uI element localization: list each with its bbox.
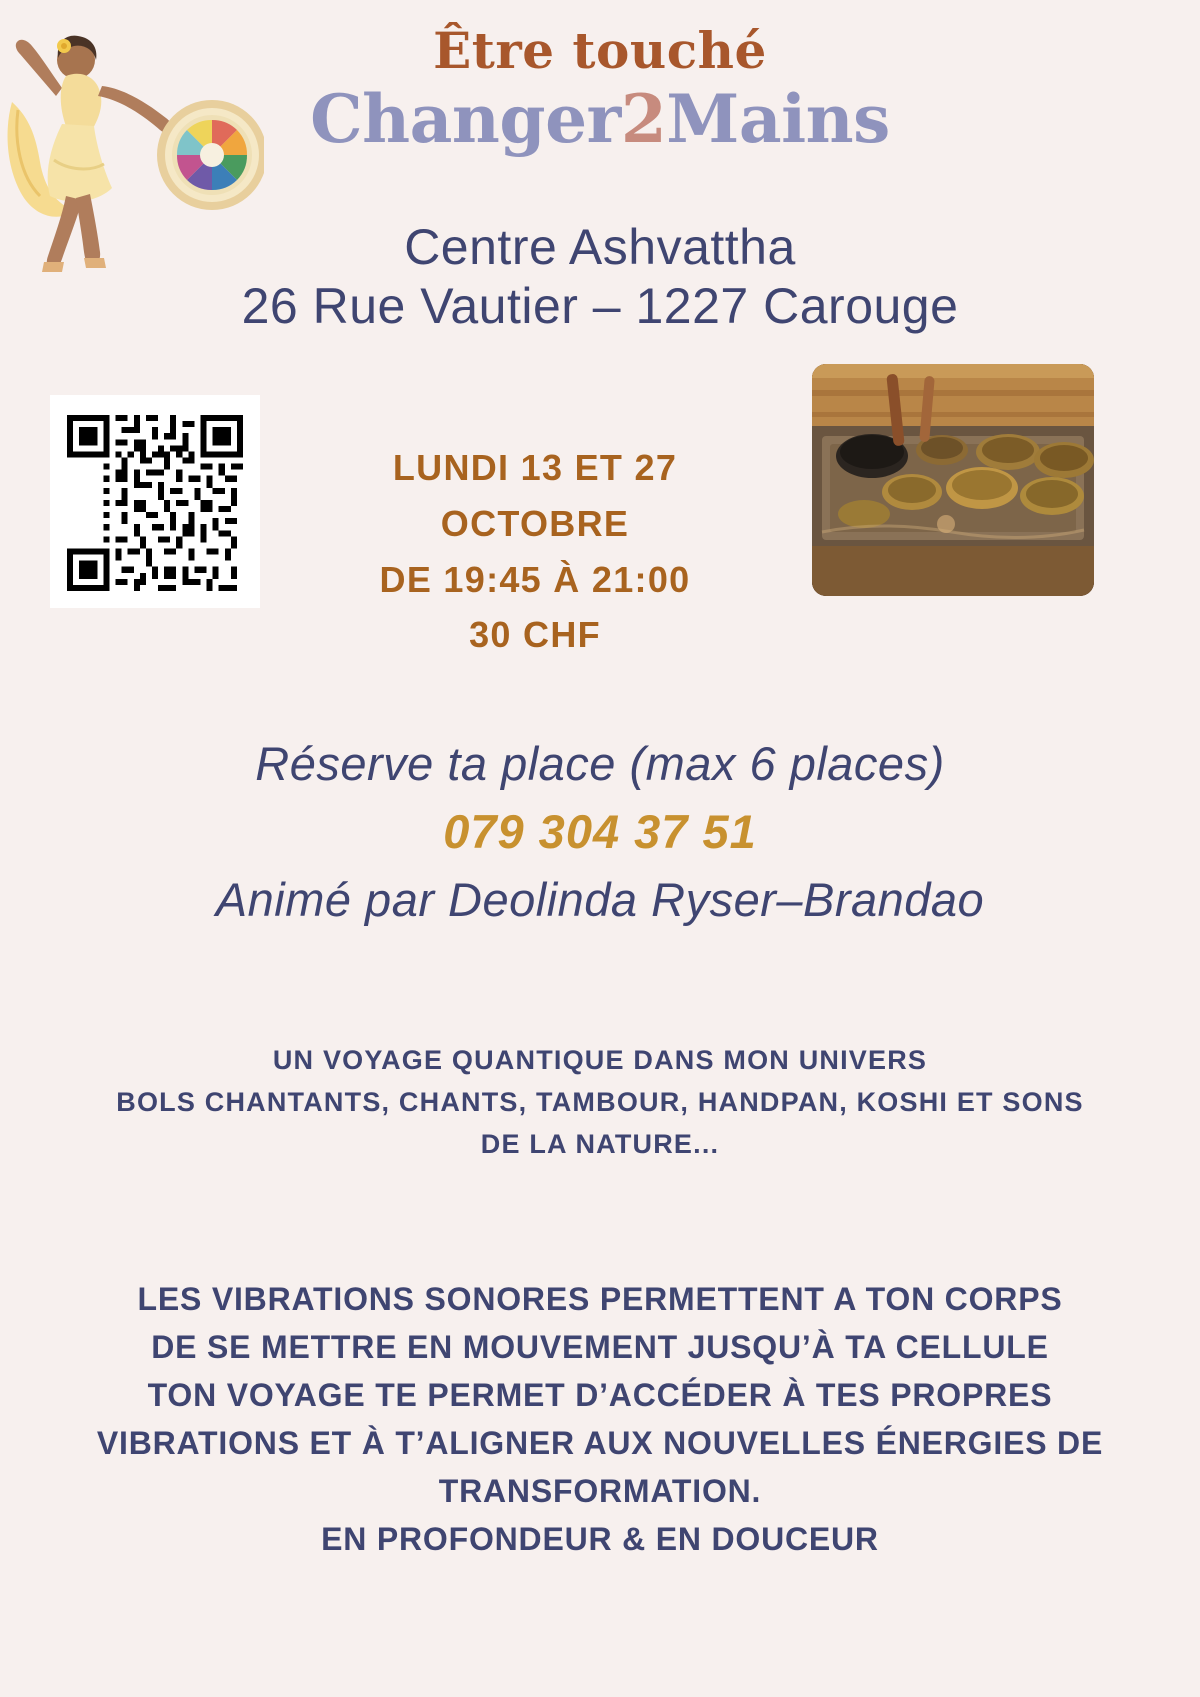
reservation-host: Animé par Deolinda Ryser–Brandao xyxy=(215,873,985,927)
description-body-line: TON VOYAGE TE PERMET D’ACCÉDER À TES PROPRES xyxy=(147,1377,1053,1413)
brand-header xyxy=(0,21,1200,158)
description-body-line: DE SE METTRE EN MOUVEMENT JUSQU’À TA CELLULE xyxy=(151,1329,1049,1365)
description-intro-line: UN VOYAGE QUANTIQUE DANS MON UNIVERS xyxy=(272,1045,928,1075)
reservation-phone[interactable]: 079 304 37 51 xyxy=(443,805,757,859)
venue-block xyxy=(0,218,1200,336)
session-dates: LUNDI 13 ET 27 xyxy=(392,447,678,488)
brand-tagline: Être touché xyxy=(433,21,767,80)
session-time: DE 19:45 À 21:00 xyxy=(379,558,691,600)
description-intro-line: BOLS CHANTANTS, CHANTS, TAMBOUR, HANDPAN, KOSHI ET SONS xyxy=(116,1086,1084,1117)
session-price: 30 CHF xyxy=(469,614,601,656)
description-body xyxy=(0,1275,1200,1563)
description-body-line: VIBRATIONS ET À T’ALIGNER AUX NOUVELLES ÉNERGIES DE xyxy=(96,1425,1104,1461)
reservation-cta: Réserve ta place (max 6 places) xyxy=(255,737,945,790)
reservation-block xyxy=(0,730,1200,934)
session-details xyxy=(300,440,770,663)
singing-bowls-photo xyxy=(812,364,1094,596)
brand-name-part1: Changer xyxy=(310,80,621,158)
brand-name-digit: 2 xyxy=(620,80,667,158)
qr-code-image xyxy=(64,415,246,591)
description-intro-line: DE LA NATURE... xyxy=(480,1128,720,1159)
qr-code[interactable] xyxy=(50,395,260,608)
description-intro xyxy=(0,1040,1200,1166)
brand-name-part2: Mains xyxy=(666,80,890,158)
description-body-line: LES VIBRATIONS SONORES PERMETTENT A TON CORPS xyxy=(137,1281,1063,1317)
venue-address: 26 Rue Vautier – 1227 Carouge xyxy=(241,278,959,334)
description-body-line: TRANSFORMATION. xyxy=(438,1473,762,1509)
brand-name xyxy=(0,82,1200,158)
description-body-line: EN PROFONDEUR & EN DOUCEUR xyxy=(321,1521,879,1557)
session-month: OCTOBRE xyxy=(440,502,630,544)
venue-name: Centre Ashvattha xyxy=(404,219,796,275)
